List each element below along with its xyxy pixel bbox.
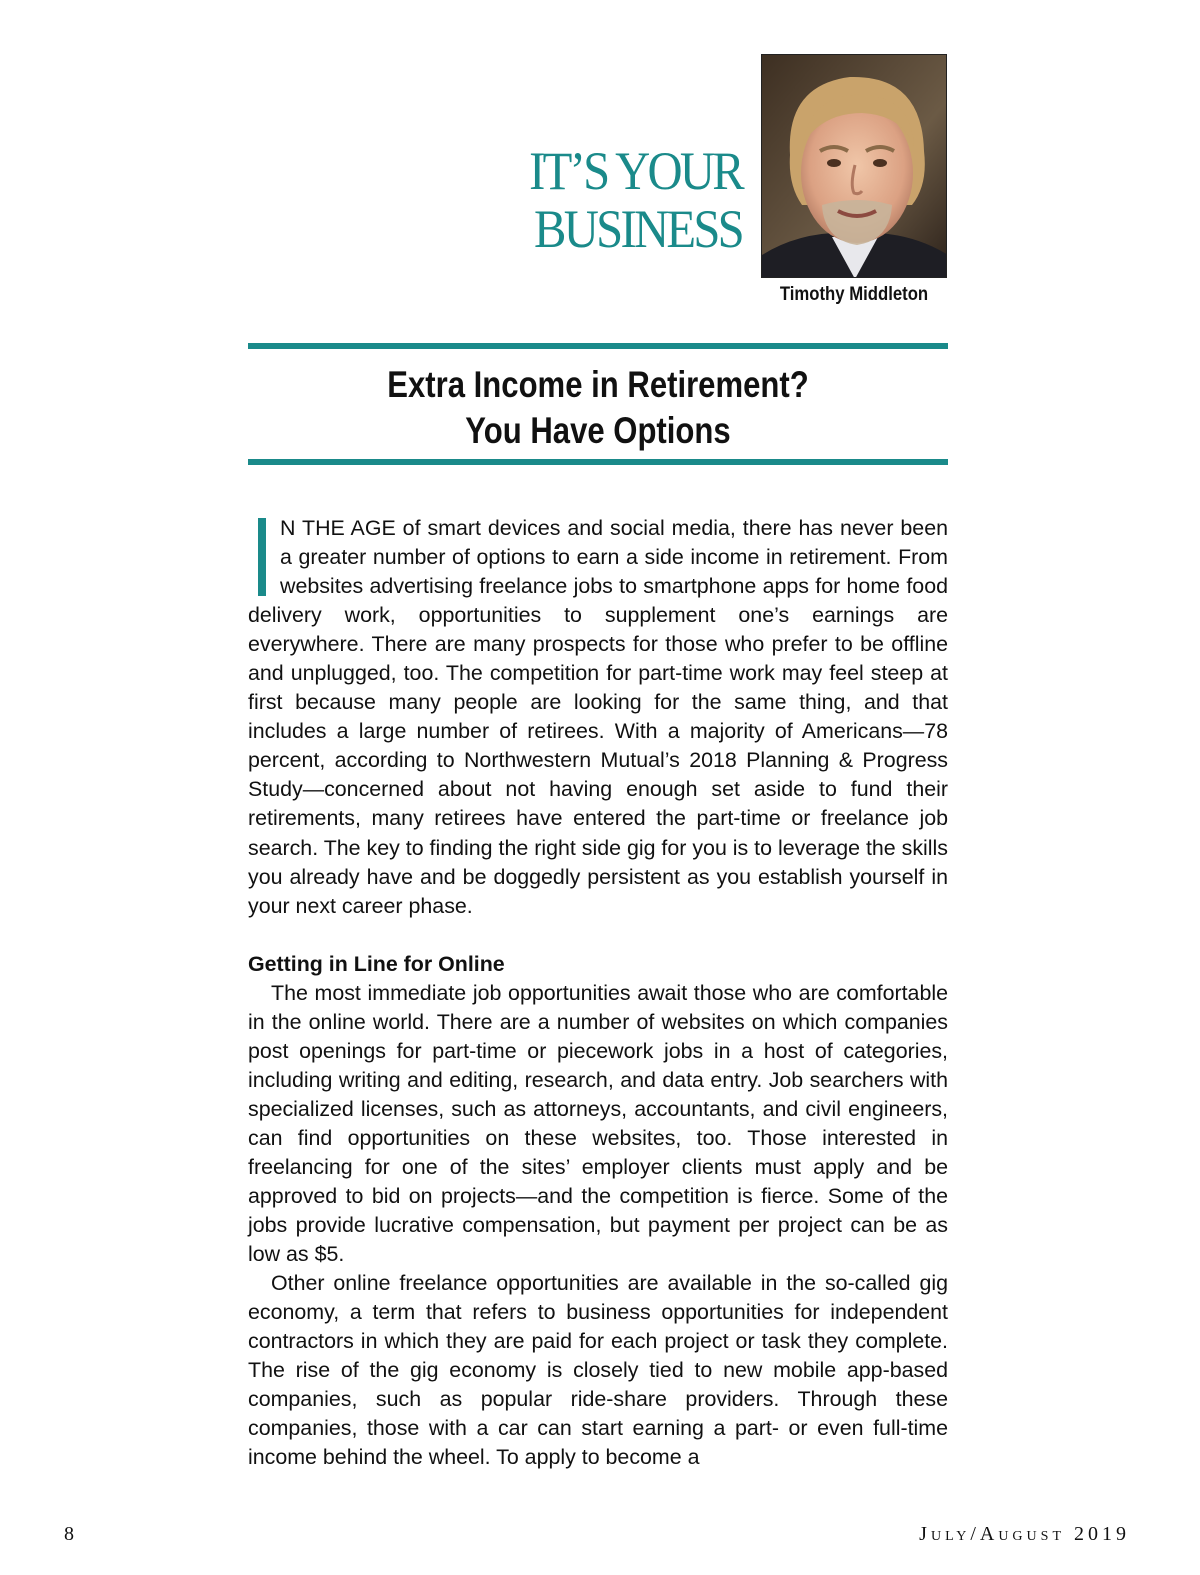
intro-paragraph	[248, 514, 948, 921]
drop-cap-bar	[258, 518, 266, 596]
column-title-line2: BUSINESS	[534, 199, 742, 259]
headline-top-rule	[248, 343, 948, 349]
author-byline: Timothy Middleton	[779, 284, 929, 305]
column-title-line1: IT’S YOUR	[529, 141, 742, 201]
body-paragraph: Other online freelance opportunities are available in the so-called gig economy, a term that refers to business opportunities for independent contractors in which they are paid for each project or task they complete. The rise of the gig economy is closely tied to new mobile app-based companies, such as popular ride-share providers. Through these companies, those with a car can start earning a part- or even full-time income behind the wheel. To apply to become a	[248, 1271, 948, 1470]
headline-line2: You Have Options	[465, 410, 731, 451]
intro-text: N THE AGE of smart devices and social media, there has never been a greater number of options to earn a side income in retirement. From websites advertising freelance jobs to smartphone apps for home food delivery work, opportunities to supplement one’s earnings are everywhere. There are many prospects for those who prefer to be offline and unplugged, too. The competition for part-time work may feel steep at first because many people are looking for the same thing, and that includes a large number of retirees. With a majority of Americans—78 percent, according to Northwestern Mutual’s 2018 Planning & Progress Study—concerned about not having enough set aside to fund their retirements, many retirees have entered the part-time or freelance job search. The key to finding the right side gig for you is to leverage the skills you already have and be doggedly persistent as you establish yourself in your next career phase.	[248, 516, 948, 918]
issue-date: July/August 2019	[919, 1523, 1130, 1545]
section-subheading: Getting in Line for Online	[248, 951, 505, 976]
headline-bottom-rule	[248, 459, 948, 465]
body-paragraph: The most immediate job opportunities await those who are comfortable in the online world. There are a number of websites on which companies post openings for part-time or piecework jobs in a host of categories, including writing and editing, research, and data entry. Job searchers with specialized licenses, such as attorneys, accountants, and civil engineers, can find opportunities on these websites, too. Those interested in freelancing for one of the sites’ employer clients must apply and be approved to bid on projects—and the competition is fierce. Some of the jobs provide lucrative compensation, but payment per project can be as low as $5.	[248, 980, 948, 1267]
column-title	[506, 142, 742, 258]
article-body	[248, 514, 948, 1473]
article-headline	[304, 362, 892, 454]
author-photo	[761, 54, 947, 278]
page-number: 8	[64, 1523, 74, 1545]
author-portrait-image	[762, 55, 947, 278]
headline-line1: Extra Income in Retirement?	[387, 364, 809, 405]
